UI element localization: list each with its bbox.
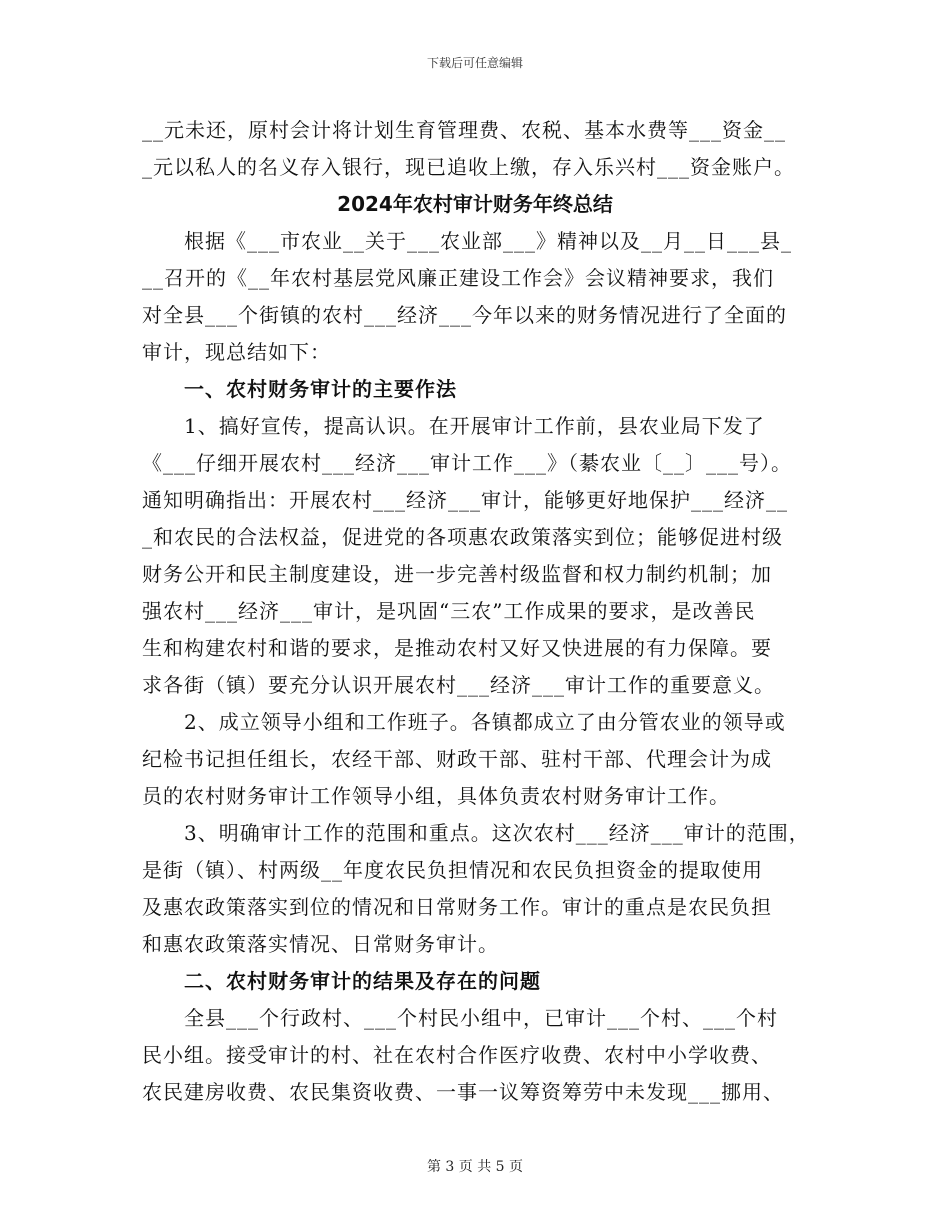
body-line: _元以私人的名义存入银行，现已追收上缴，存入乐兴村___资金账户。 (142, 155, 795, 179)
body-line: __召开的《__年农村基层党风廉正建设工作会》会议精神要求，我们 (142, 266, 774, 290)
body-line: 纪检书记担任组长，农经干部、财政干部、驻村干部、代理会计为成 (142, 747, 772, 771)
body-line: 1、搞好宣传，提高认识。在开展审计工作前，县农业局下发了 (184, 414, 765, 438)
body-line: 全县___个行政村、___个村民小组中，已审计___个村、___个村 (184, 1006, 778, 1030)
body-line: 根据《___市农业__关于___农业部___》精神以及__月__日___县_ (184, 229, 792, 253)
document-title: 2024年农村审计财务年终总结 (337, 192, 613, 216)
body-line: 和惠农政策落实情况、日常财务审计。 (142, 932, 499, 956)
body-line: 审计，现总结如下： (142, 340, 331, 364)
body-line: 民小组。接受审计的村、社在农村合作医疗收费、农村中小学收费、 (142, 1043, 772, 1067)
body-line: 求各街（镇）要充分认识开展农村___经济___审计工作的重要意义。 (142, 673, 775, 697)
body-line: 2、成立领导小组和工作班子。各镇都成立了由分管农业的领导或 (184, 710, 786, 734)
section-heading: 二、农村财务审计的结果及存在的问题 (184, 969, 541, 993)
body-line: 是街（镇）、村两级__年度农民负担情况和农民负担资金的提取使用 (142, 858, 763, 882)
section-heading: 一、农村财务审计的主要作法 (184, 377, 457, 401)
body-line: __元未还，原村会计将计划生育管理费、农税、基本水费等___资金__ (142, 118, 786, 142)
body-line: 3、明确审计工作的范围和重点。这次农村___经济___审计的范围， (184, 821, 810, 845)
body-line: 强农村___经济___审计，是巩固“三农”工作成果的要求，是改善民 (142, 599, 756, 623)
body-line: 对全县___个街镇的农村___经济___今年以来的财务情况进行了全面的 (142, 303, 787, 327)
body-line: _和农民的合法权益，促进党的各项惠农政策落实到位；能够促进村级 (142, 525, 783, 549)
body-line: 农民建房收费、农民集资收费、一事一议筹资筹劳中未发现___挪用、 (142, 1080, 784, 1104)
body-line: 通知明确指出：开展农村___经济___审计，能够更好地保护___经济__ (142, 488, 788, 512)
body-line: 及惠农政策落实到位的情况和日常财务工作。审计的重点是农民负担 (142, 895, 772, 919)
page-header: 下载后可任意编辑 (426, 56, 523, 70)
body-line: 生和构建农村和谐的要求，是推动农村又好又快进展的有力保障。要 (142, 636, 772, 660)
page-footer: 第 3 页 共 5 页 (426, 1159, 524, 1175)
body-line: 《___仔细开展农村___经济___审计工作___》（綦农业〔__〕___号）。 (142, 451, 792, 475)
body-line: 财务公开和民主制度建设，进一步完善村级监督和权力制约机制；加 (142, 562, 772, 586)
body-line: 员的农村财务审计工作领导小组，具体负责农村财务审计工作。 (142, 784, 730, 808)
